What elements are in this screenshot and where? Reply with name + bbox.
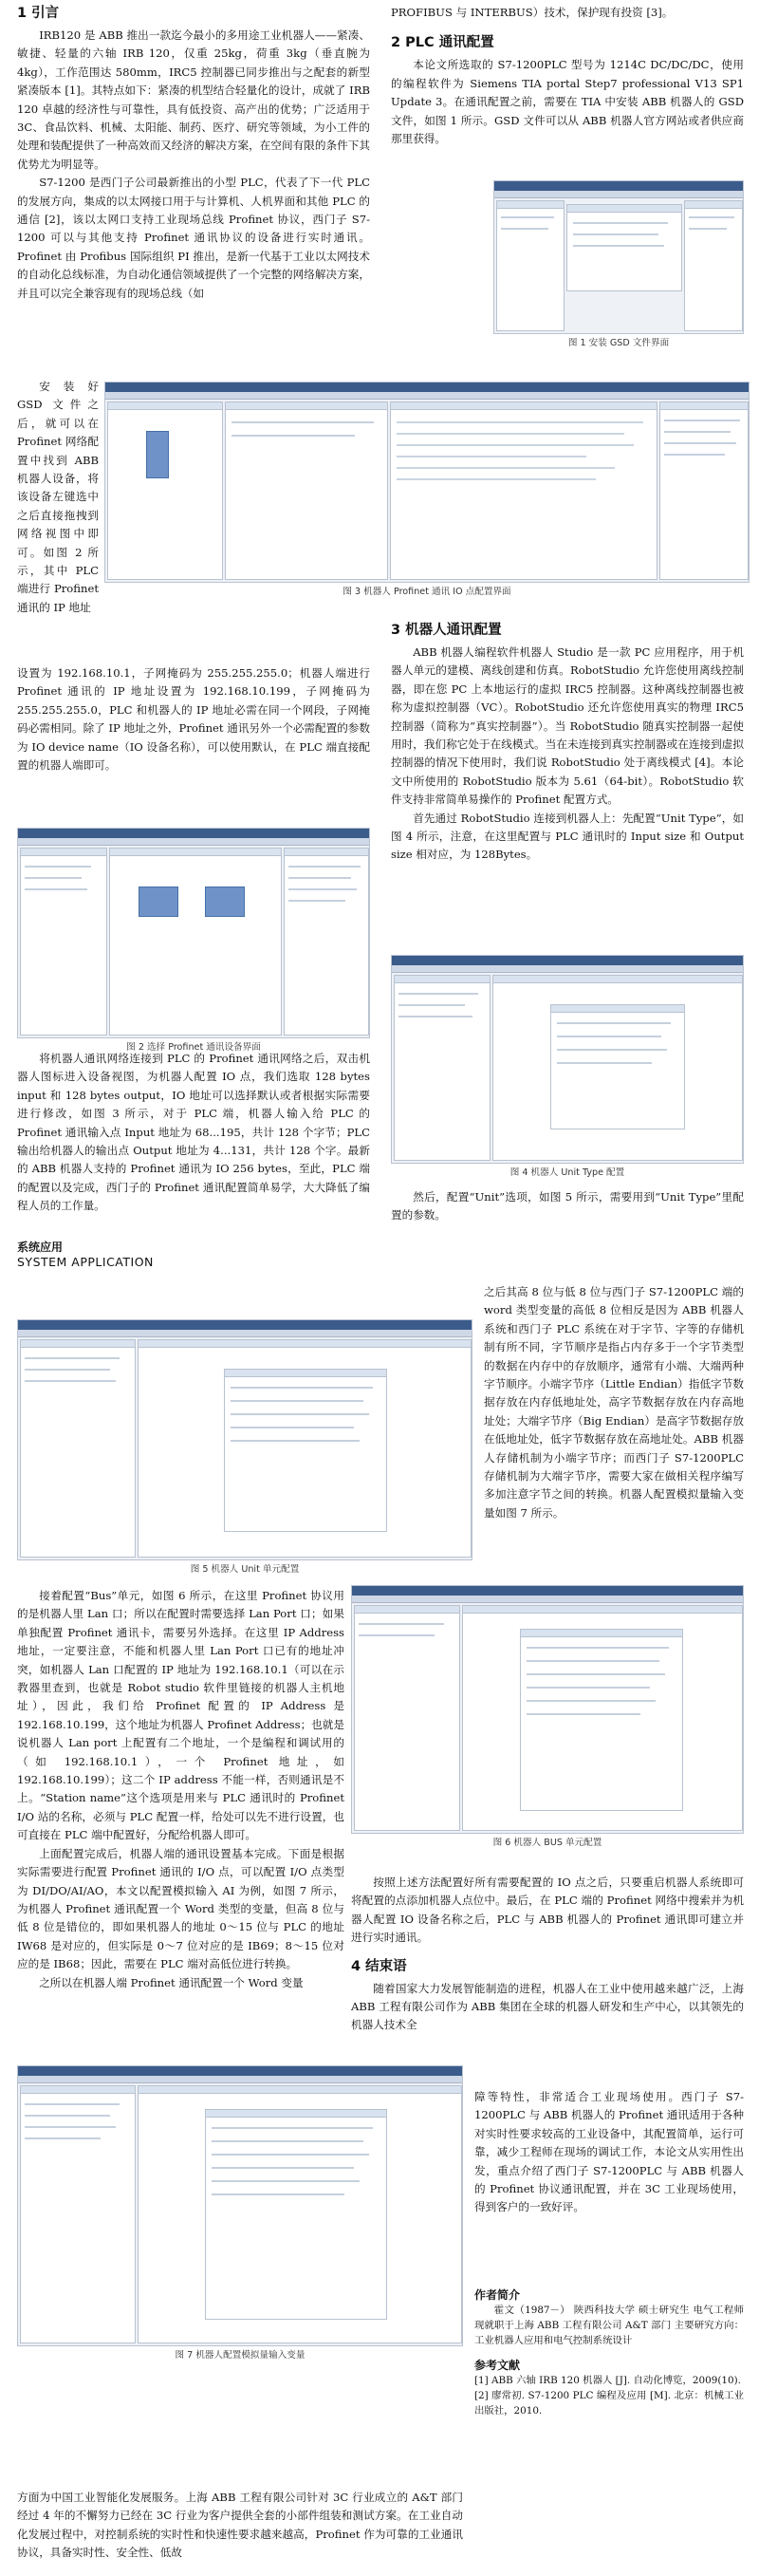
p2-right-para-2: 按照上述方法配置好所有需要配置的 IO 点之后，只要重启机器人系统即可将配置的点添加机器人点位中。最后，在 PLC 端的 Profinet 网络中搜索并为机器人配置 IO 设备名称之后，PLC 与 ABB 机器人的 Profinet 通讯即可建立并进行实时通讯。 [351,1876,744,1945]
fig5-caption: 图 5 机器人 Unit 单元配置 [190,1564,300,1575]
sec1-para-2: S7-1200 是西门子公司最新推出的小型 PLC，代表了下一代 PLC 的发展方向，集成的以太网接口用于与计算机、人机界面和其他 PLC 的通信 [2]，该以太网口支持工业现场总线 Profinet 协议，西门子 S7-1200 可以与其他支持 Profinet 通讯协议的设备进行实时通讯。Profinet 由 Profibus 国际组织 PI 推出，是新一代基于工业以太网技术的自动化总线标准，为自动化通信领域提供了一个完整的网络解决方案，并且可以完全兼容现有的现场总线（如 [17,176,370,300]
figure-2 [17,828,370,1060]
figure-4 [391,955,744,1185]
figure-3 [104,382,750,605]
section-label [17,1240,302,1270]
figure-1 [493,180,744,356]
fig7-caption: 图 7 机器人配置模拟量输入变量 [175,2350,305,2361]
sec2-para-2-rest: 设置为 192.168.10.1，子网掩码为 255.255.255.0；机器人端进行 Profinet 通讯的 IP 地址设置为 192.168.10.199，子网掩码为 255.255.255.0，PLC 和机器人的 IP 地址必需在同一个网段，子网掩码必需相同。除了 IP 地址之外，Profinet 通讯另外一个必需配置的参数为 IO device name（IO 设备名称），可以使用默认，在 PLC 端直接配置的机器人端即可。 [17,666,370,773]
p2-right-mid [351,1874,744,2035]
fig2-screenshot [17,828,370,1038]
sec2-para-1: 本论文所选取的 S7-1200PLC 型号为 1214C DC/DC/DC，使用的编程软件为 Siemens TIA portal Step7 professional V13 SP1 Update 3。在通讯配置之前，需要在 TIA 中安装 ABB 机器人的 GSD 文件，如图 1 所示。GSD 文件可以从 ABB 机器人官方网站或者供应商那里获得。 [391,58,744,146]
p2-left-para-3: 之所以在机器人端 Profinet 通讯配置一个 Word 变量 [39,1975,304,1989]
sec1-para-1: IRB120 是 ABB 推出一款迄今最小的多用途工业机器人——紧凑、敏捷、轻量的六轴 IRB 120，仅重 25kg，荷重 3kg（垂直腕为 4kg），工作范围达 580mm，IRC5 控制器已同步推出与之配套的新型紧凑版本 [1]。其特点如下：紧凑的机型结合轻量化的设计，成就了 IRB 120 卓越的经济性与可靠性，具有低投资、高产出的优势；广泛适用于 3C、食品饮料、机械、太阳能、制药、医疗、研究等领域，为小工件的处理和装配提供了一种高效而又经济的解决方案，在空间有限的条件下其优势尤为明显等。 [17,28,370,171]
fig1-screenshot [493,180,744,334]
figure-7 [17,2065,463,2368]
p2-right-lower [474,2088,744,2217]
p2-left-text [17,1587,344,1992]
sec3-para-2: 首先通过 RobotStudio 连接到机器人上：先配置“Unit Type”，如图 4 所示，注意，在这里配置与 PLC 通讯时的 Input size 和 Output size 相对应，为 128Bytes。 [391,811,744,862]
left-column-bottom [17,1050,370,1216]
fig6-screenshot [351,1585,744,1834]
fig4-screenshot [391,955,744,1164]
fig2-caption: 图 2 选择 Profinet 通讯设备界面 [126,1042,261,1053]
section-4-title: 4 结束语 [351,1958,407,1974]
sec3-para-1: ABB 机器人编程软件机器人 Studio 是一款 PC 应用程序，用于机器人单元的建模、离线创建和仿真。RobotStudio 允许您使用离线控制器，即在您 PC 上本地运行的虚拟 IRC5 控制器。这种离线控制器也被称为虚拟控制器（VC）。RobotStudio 还允许您使用真实的物理 IRC5 控制器（简称为“真实控制器”）。当 RobotStudio 随真实控制器一起使用时，我们称它处于在线模式。当在未连接到真实控制器或在连接到虚拟控制器的情况下使用时，我们说 RobotStudio 处于离线模式 [4]。本论文中所使用的 RobotStudio 版本为 5.61（64-bit）。RobotStudio 软件支持非常简单易操作的 Profinet 配置方式。 [391,645,744,807]
fig7-screenshot [17,2065,463,2346]
figure-5 [17,1319,472,1582]
fig3-screenshot [104,382,750,583]
author-text: 霍文（1987－） 陕西科技大学 硕士研究生 电气工程师 现就职于上海 ABB 工程有限公司 A&T 部门 主要研究方向：工业机器人应用和电气控制系统设计 [474,2305,744,2346]
reference-1: [1] ABB 六轴 IRB 120 机器人 [J]. 自动化博览，2009(10). [474,2375,741,2386]
section-label-cn: 系统应用 [17,1241,64,1254]
references-title: 参考文献 [474,2359,521,2372]
p2-left-para-2: 上面配置完成后，机器人端的通讯设置基本完成。下面是根据实际需要进行配置 Profinet 通讯的 I/O 点，可以配置 I/O 点类型为 DI/DO/AI/AO，本文以配置模拟输入 AI 为例，如图 7 所示，为机器人 Profinet 通讯配置一个 Word 类型的变量，但高 8 位与低 8 位是错位的，即如果机器人的地址 0～15 位与 PLC 的地址 IW68 是对应的，但实际是 0～7 位对应的是 IB69；8～15 位对应的是 IB68；因此，需要在 PLC 端对高低位进行转换。 [17,1846,344,1971]
p2-right-para-1: 之后其高 8 位与低 8 位与西门子 S7-1200PLC 端的 word 类型变量的高低 8 位相反是因为 ABB 机器人系统和西门子 PLC 系统在对于字节、字等的存储机制有所不同，字节顺序是指占内存多于一个字节类型的数据在内存中的存放顺序，通常有小端、大端两种字节顺序。小端字节序（Little Endian）指低字节数据存放在内存低地址处，高字节数据存放在内存高地址处；大端字节序（Big Endian）是高字节数据存放在低地址处，低字节数据存放在高地址处。ABB 机器人存储机制为小端字节序；而西门子 S7-1200PLC 存储机制为大端字节序，需要大家在做相关程序编写多加注意字节之间的转换。机器人配置模拟量输入变量如图 7 所示。 [484,1285,744,1520]
right-column-mid [391,621,744,865]
sec1-cont: PROFIBUS 与 INTERBUS）技术，保护现有投资 [3]。 [391,6,674,19]
figure-6 [351,1585,744,1856]
left-narrow-text [17,378,99,617]
fig5-screenshot [17,1319,472,1560]
sec2-para-3: 将机器人通讯网络连接到 PLC 的 Profinet 通讯网络之后，双击机器人图标进入设备视图，为机器人配置 IO 点，我们选取 128 bytes input 和 128 bytes output，IO 地址可以选择默认或者根据实际需要进行修改，如图 3 所示，对于 PLC 端，机器人输入给 PLC 的 Profinet 通讯输入点 Input 地址为 68...195，共计 128 个字节；PLC 输出给机器人的输出点 Output 地址为 4...131，共计 128 个字。最新的 ABB 机器人支持的 Profinet 通讯为 IO 256 bytes，至此，PLC 端的配置以及完成，西门子的 Profinet 通讯配置简单易学，大大降低了编程人员的工作量。 [17,1052,370,1213]
p2-left-bottom [17,2489,463,2563]
section-1-title: 1 引言 [17,6,60,21]
fig1-caption: 图 1 安装 GSD 文件界面 [567,338,670,348]
sec2-para-2-narrow: 安装好 GSD 文件之后，就可以在 Profinet 网络配置中找到 ABB 机器人设备，将该设备左键选中之后直接拖拽到网络视图中即可。如图 2 所示，其中 PLC 端进行 Profinet 通讯的 IP 地址 [17,380,99,614]
fig3-caption: 图 3 机器人 Profinet 通讯 IO 点配置界面 [342,587,511,597]
right-column-bottom [391,1188,744,1225]
left-column-top [17,4,370,303]
p2-right-top [484,1283,744,1522]
author-title: 作者简介 [474,2288,521,2302]
right-column-top [391,4,744,148]
reference-2: [2] 廖常初. S7-1200 PLC 编程及应用 [M]. 北京：机械工业出版社，2010. [474,2390,744,2417]
sec3-para-3: 然后，配置“Unit”选项，如图 5 所示，需要用到“Unit Type”里配置的参数。 [391,1190,744,1223]
fig6-caption: 图 6 机器人 BUS 单元配置 [492,1838,602,1848]
p2-bottom-para: 方面为中国工业智能化发展服务。上海 ABB 工程有限公司针对 3C 行业成立的 A&T 部门经过 4 年的不懈努力已经在 3C 行业为客户提供全套的小部件组装和测试方案。在工业自动化发展过程中，对控制系统的实时性和快速性要求越来越高，Profinet 作为可靠的工业通讯协议，具备实时性、安全性、低故 [17,2491,463,2560]
author-block [474,2287,744,2418]
left-column-mid [17,664,370,775]
sec4-para-1: 随着国家大力发展智能制造的进程，机器人在工业中使用越来越广泛，上海 ABB 工程有限公司作为 ABB 集团在全球的机器人研发和生产中心，以其领先的机器人技术全 [351,1981,744,2032]
sec4-para-2: 障等特性，非常适合工业现场使用。西门子 S7-1200PLC 与 ABB 机器人的 Profinet 通讯适用于各种对实时性要求较高的工业设备中，其配置简单，运行可靠，减少工程师在现场的调试工作，本论文从实用性出发，重点介绍了西门子 S7-1200PLC 与 ABB 机器人的 Profinet 协议通讯配置，并在 3C 工业现场使用，得到客户的一致好评。 [474,2090,744,2214]
section-label-en: SYSTEM APPLICATION [17,1255,154,1269]
fig4-caption: 图 4 机器人 Unit Type 配置 [509,1167,625,1178]
section-3-title: 3 机器人通讯配置 [391,623,502,638]
p2-left-para-1: 接着配置“Bus”单元，如图 6 所示，在这里 Profinet 协议用的是机器人里 Lan 口；所以在配置时需要选择 Lan Port 口；如果单独配置 Profinet 通讯卡，需要另外选择。在这里 IP Address 地址，一定要注意，不能和机器人里 Lan Port 口已有的地址冲突，如机器人 Lan 口配置的 IP 地址为 192.168.10.1（可以在示教器里查到，也就是 Robot studio 软件里链接的机器人主机地址），因此，我们给 Profinet 配置的 IP Address 是 192.168.10.199，这个地址为机器人 Profinet Address；也就是说机器人 Lan port 上配置有二个地址，一个是编程和调试用的（如 192.168.10.1），一个 Profinet 地址，如 192.168.10.199）；这二个 IP address 不能一样，否则通讯是不上。“Station name”这个选项是用来与 PLC 通讯时的 Profinet I/O 站的名称，必须与 PLC 配置一样，给处可以先不进行设置，也可直接在 PLC 端中配置好，分配给机器人即可。 [17,1589,344,1842]
section-2-title: 2 PLC 通讯配置 [391,35,494,51]
